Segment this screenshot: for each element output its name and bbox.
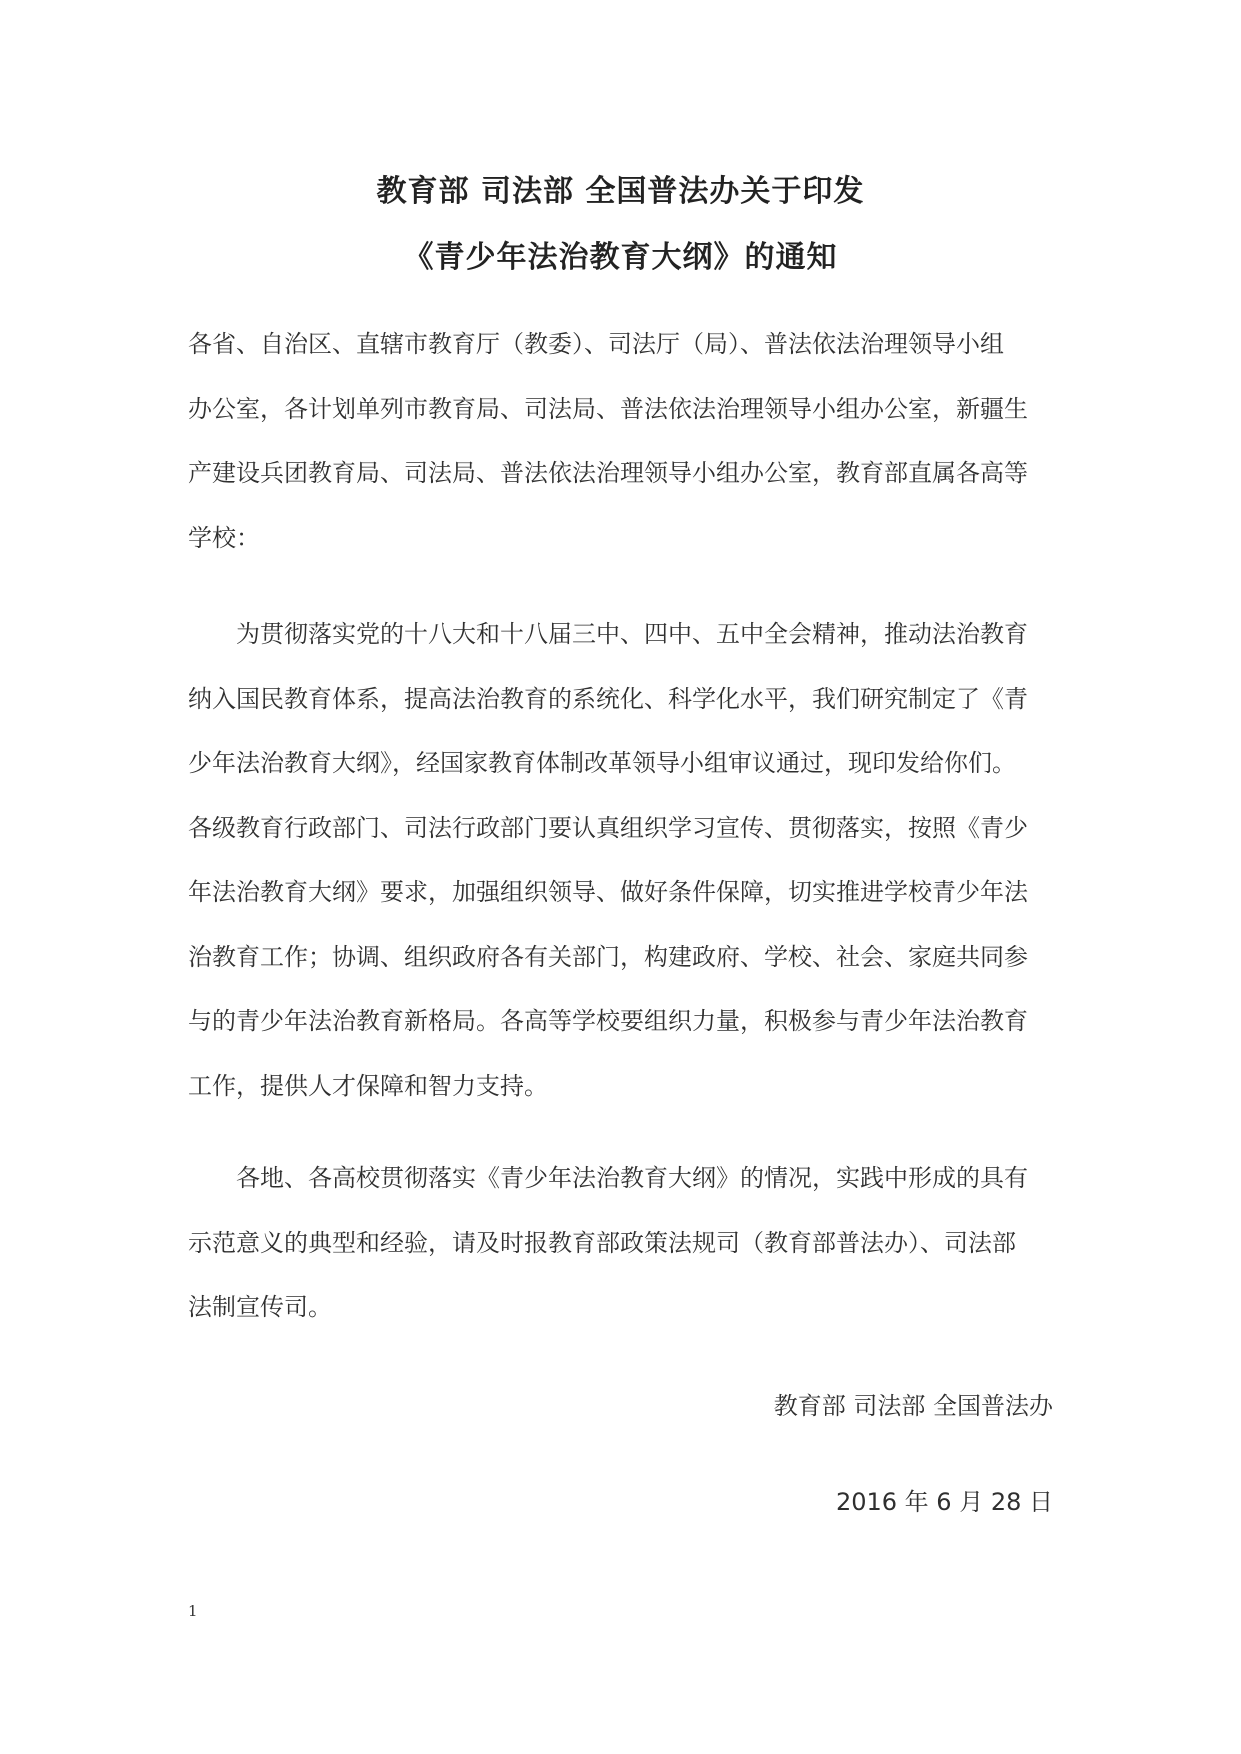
addressee-block (188, 312, 1068, 570)
document-title-line-2: 《青少年法治教育大纲》的通知 (403, 240, 838, 275)
paragraph-line: 示范意义的典型和经验，请及时报教育部政策法规司（教育部普法办）、司法部 (188, 1228, 1016, 1257)
paragraph-line: 年法治教育大纲》要求，加强组织领导、做好条件保障，切实推进学校青少年法 (188, 878, 1028, 906)
body-paragraph-1 (188, 602, 1068, 1118)
addressee-line: 办公室，各计划单列市教育局、司法局、普法依法治理领导小组办公室，新疆生 (188, 394, 1028, 423)
paragraph-line: 与的青少年法治教育新格局。各高等学校要组织力量，积极参与青少年法治教育 (188, 1007, 1028, 1035)
addressee-line: 各省、自治区、直辖市教育厅（教委）、司法厅（局）、普法依法治理领导小组 (188, 330, 1004, 358)
signature-organizations: 教育部 司法部 全国普法办 (773, 1392, 1053, 1420)
page-number: 1 (188, 1602, 198, 1620)
paragraph-line: 各地、各高校贯彻落实《青少年法治教育大纲》的情况，实践中形成的具有 (236, 1164, 1028, 1192)
paragraph-line: 纳入国民教育体系，提高法治教育的系统化、科学化水平，我们研究制定了《青 (188, 684, 1028, 713)
paragraph-line: 少年法治教育大纲》，经国家教育体制改革领导小组审议通过，现印发给你们。 (188, 749, 1016, 777)
paragraph-line: 治教育工作；协调、组织政府各有关部门，构建政府、学校、社会、家庭共同参 (188, 942, 1028, 971)
body-paragraph-2 (188, 1146, 1068, 1340)
paragraph-line: 为贯彻落实党的十八大和十八届三中、四中、五中全会精神，推动法治教育 (236, 620, 1028, 648)
addressee-line: 产建设兵团教育局、司法局、普法依法治理领导小组办公室，教育部直属各高等 (188, 459, 1028, 487)
document-title-line-1: 教育部 司法部 全国普法办关于印发 (376, 174, 865, 209)
signature-date: 2016 年 6 月 28 日 (835, 1488, 1053, 1516)
paragraph-line: 工作，提供人才保障和智力支持。 (188, 1071, 548, 1100)
paragraph-line: 法制宣传司。 (188, 1293, 332, 1321)
paragraph-line: 各级教育行政部门、司法行政部门要认真组织学习宣传、贯彻落实，按照《青少 (188, 813, 1028, 842)
addressee-line: 学校： (188, 523, 260, 552)
